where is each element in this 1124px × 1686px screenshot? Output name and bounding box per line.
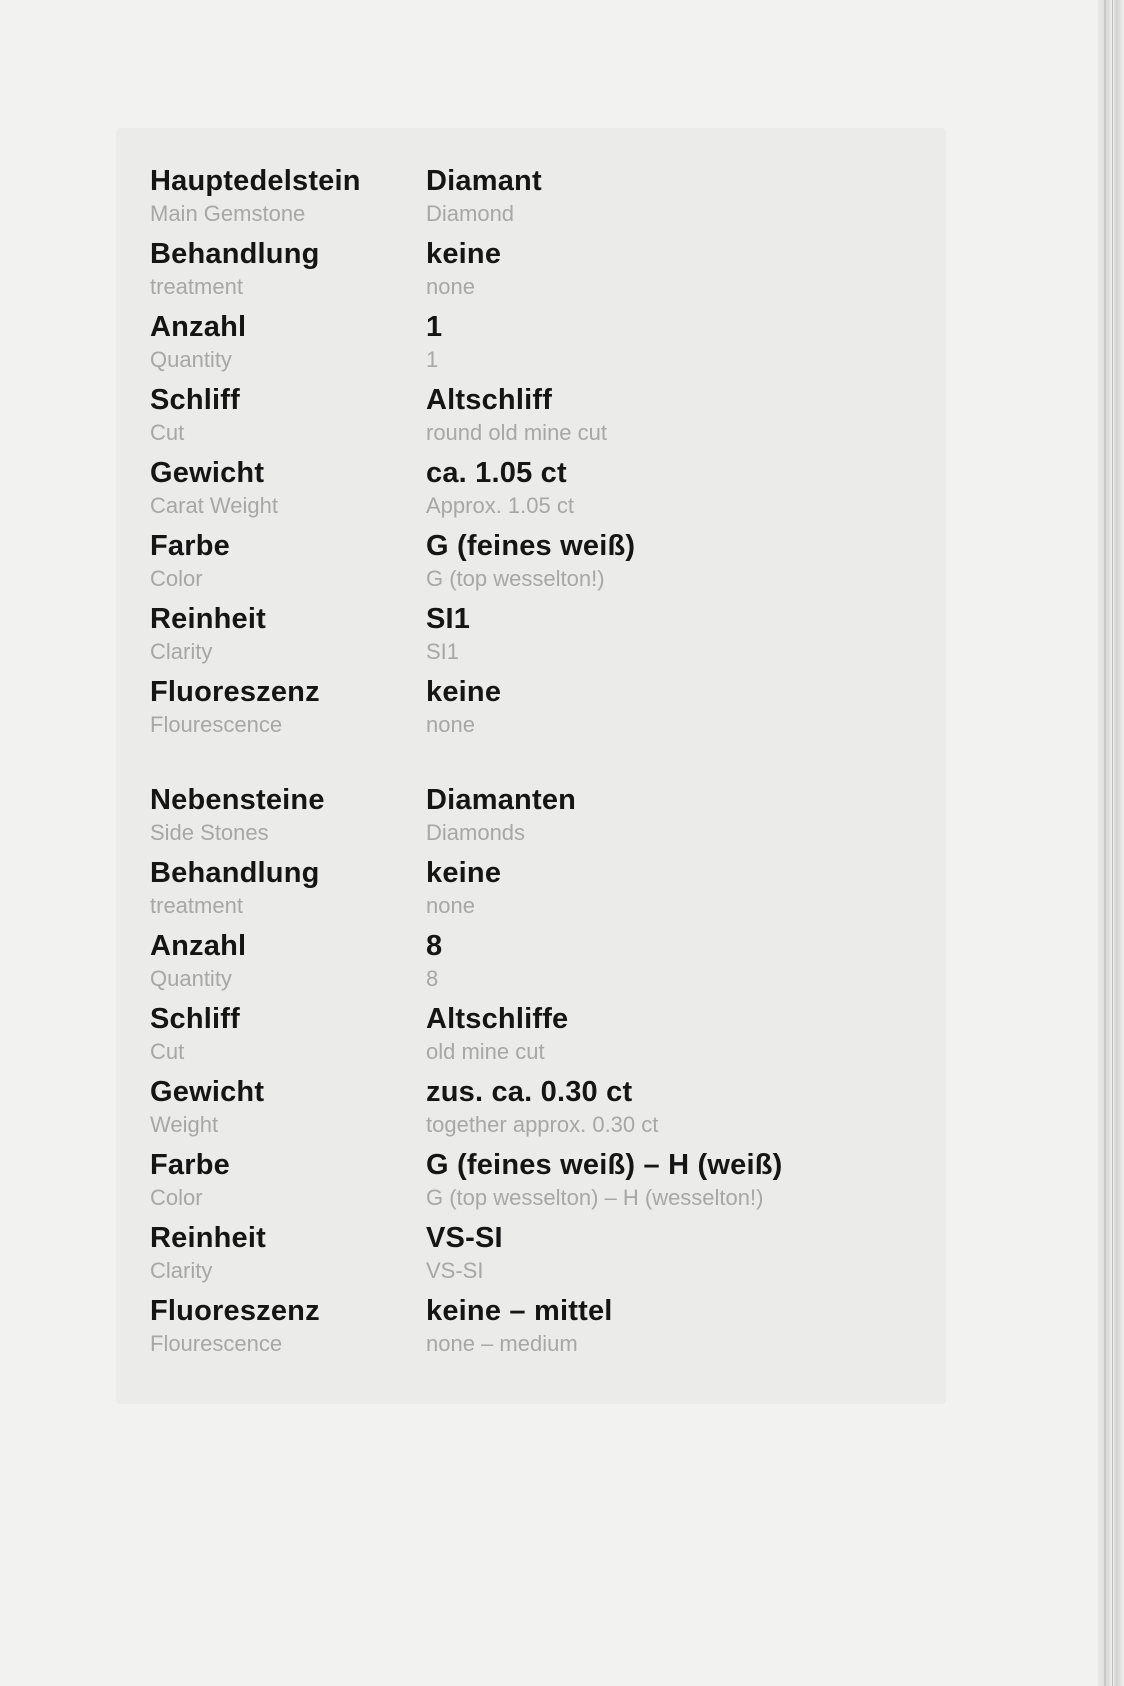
spec-row-german xyxy=(150,1147,910,1183)
spec-row-german xyxy=(150,309,910,345)
spec-label-english: Color xyxy=(150,566,203,591)
spec-label-english: Main Gemstone xyxy=(150,201,306,226)
spec-row-german xyxy=(150,1001,910,1037)
spec-label-german: Schliff xyxy=(150,384,241,416)
spec-label-german: Reinheit xyxy=(150,603,266,635)
spec-label-german: Farbe xyxy=(150,1149,230,1181)
spec-label-german: Behandlung xyxy=(150,857,320,889)
spec-label-english: Color xyxy=(150,1185,203,1210)
spec-value-german: zus. ca. 0.30 ct xyxy=(426,1076,633,1108)
spec-value-english: none xyxy=(426,712,475,737)
spec-value-german: Altschliffe xyxy=(426,1003,569,1035)
side-stones-section xyxy=(150,782,910,1366)
spec-value-german: keine xyxy=(426,676,502,708)
page-edge xyxy=(1098,0,1124,1686)
spec-value-german: keine xyxy=(426,857,502,889)
spec-label-english: treatment xyxy=(150,274,243,299)
spec-row-english xyxy=(150,637,910,674)
spec-row-english xyxy=(150,1329,910,1366)
spec-value-english: 8 xyxy=(426,966,439,991)
spec-row-german xyxy=(150,163,910,199)
spec-label-english: treatment xyxy=(150,893,243,918)
spec-row-german xyxy=(150,382,910,418)
spec-label-english: Weight xyxy=(150,1112,219,1137)
spec-label-english: Quantity xyxy=(150,966,232,991)
spec-value-english: 1 xyxy=(426,347,439,372)
spec-label-english: Flourescence xyxy=(150,1331,283,1356)
spec-label-german: Gewicht xyxy=(150,1076,265,1108)
spec-row-german xyxy=(150,928,910,964)
spec-row-english xyxy=(150,199,910,236)
spec-value-german: SI1 xyxy=(426,603,471,635)
spec-value-german: 8 xyxy=(426,930,443,962)
spec-label-german: Anzahl xyxy=(150,930,247,962)
spec-row-english xyxy=(150,710,910,747)
spec-value-english: VS-SI xyxy=(426,1258,484,1283)
section-spacer xyxy=(150,747,910,782)
spec-value-german: Altschliff xyxy=(426,384,553,416)
spec-value-german: Diamanten xyxy=(426,784,577,816)
spec-value-german: 1 xyxy=(426,311,443,343)
spec-row-english xyxy=(150,1183,910,1220)
spec-table xyxy=(150,163,910,1366)
spec-row-german xyxy=(150,455,910,491)
spec-value-english: together approx. 0.30 ct xyxy=(426,1112,659,1137)
spec-row-german xyxy=(150,1074,910,1110)
main-gemstone-section xyxy=(150,163,910,747)
spec-row-english xyxy=(150,1110,910,1147)
spec-label-german: Reinheit xyxy=(150,1222,266,1254)
spec-value-english: Diamonds xyxy=(426,820,526,845)
spec-label-german: Fluoreszenz xyxy=(150,676,320,708)
spec-value-english: G (top wesselton) – H (wesselton!) xyxy=(426,1185,764,1210)
spec-row-german xyxy=(150,855,910,891)
spec-value-english: none xyxy=(426,274,475,299)
spec-row-english xyxy=(150,272,910,309)
spec-row-german xyxy=(150,528,910,564)
spec-value-german: G (feines weiß) – H (weiß) xyxy=(426,1149,783,1181)
spec-label-english: Quantity xyxy=(150,347,232,372)
spec-row-german xyxy=(150,1293,910,1329)
spec-row-english xyxy=(150,1037,910,1074)
spec-value-german: VS-SI xyxy=(426,1222,503,1254)
spec-value-english: Approx. 1.05 ct xyxy=(426,493,574,518)
spec-label-english: Cut xyxy=(150,420,185,445)
spec-row-german xyxy=(150,236,910,272)
spec-value-english: Diamond xyxy=(426,201,515,226)
spec-label-english: Flourescence xyxy=(150,712,283,737)
spec-row-german xyxy=(150,674,910,710)
spec-label-german: Nebensteine xyxy=(150,784,325,816)
spec-value-english: SI1 xyxy=(426,639,460,664)
spec-row-german xyxy=(150,1220,910,1256)
spec-row-english xyxy=(150,491,910,528)
spec-label-english: Carat Weight xyxy=(150,493,278,518)
spec-label-english: Side Stones xyxy=(150,820,269,845)
spec-label-german: Behandlung xyxy=(150,238,320,270)
spec-value-german: ca. 1.05 ct xyxy=(426,457,567,489)
spec-label-german: Anzahl xyxy=(150,311,247,343)
spec-value-english: none xyxy=(426,893,475,918)
spec-row-english xyxy=(150,964,910,1001)
spec-label-german: Schliff xyxy=(150,1003,241,1035)
spec-value-german: G (feines weiß) xyxy=(426,530,636,562)
spec-value-german: Diamant xyxy=(426,165,542,197)
spec-label-german: Fluoreszenz xyxy=(150,1295,320,1327)
spec-row-english xyxy=(150,1256,910,1293)
spec-label-german: Hauptedelstein xyxy=(150,165,361,197)
spec-value-english: G (top wesselton!) xyxy=(426,566,605,591)
spec-row-english xyxy=(150,345,910,382)
spec-value-german: keine – mittel xyxy=(426,1295,613,1327)
spec-label-english: Cut xyxy=(150,1039,185,1064)
spec-label-english: Clarity xyxy=(150,1258,213,1283)
spec-row-english xyxy=(150,564,910,601)
spec-row-english xyxy=(150,818,910,855)
spec-value-german: keine xyxy=(426,238,502,270)
spec-row-german xyxy=(150,601,910,637)
spec-label-german: Farbe xyxy=(150,530,230,562)
spec-value-english: old mine cut xyxy=(426,1039,545,1064)
spec-value-english: round old mine cut xyxy=(426,420,607,445)
spec-row-english xyxy=(150,891,910,928)
spec-label-german: Gewicht xyxy=(150,457,265,489)
spec-row-english xyxy=(150,418,910,455)
spec-label-english: Clarity xyxy=(150,639,213,664)
spec-row-german xyxy=(150,782,910,818)
spec-value-english: none – medium xyxy=(426,1331,578,1356)
